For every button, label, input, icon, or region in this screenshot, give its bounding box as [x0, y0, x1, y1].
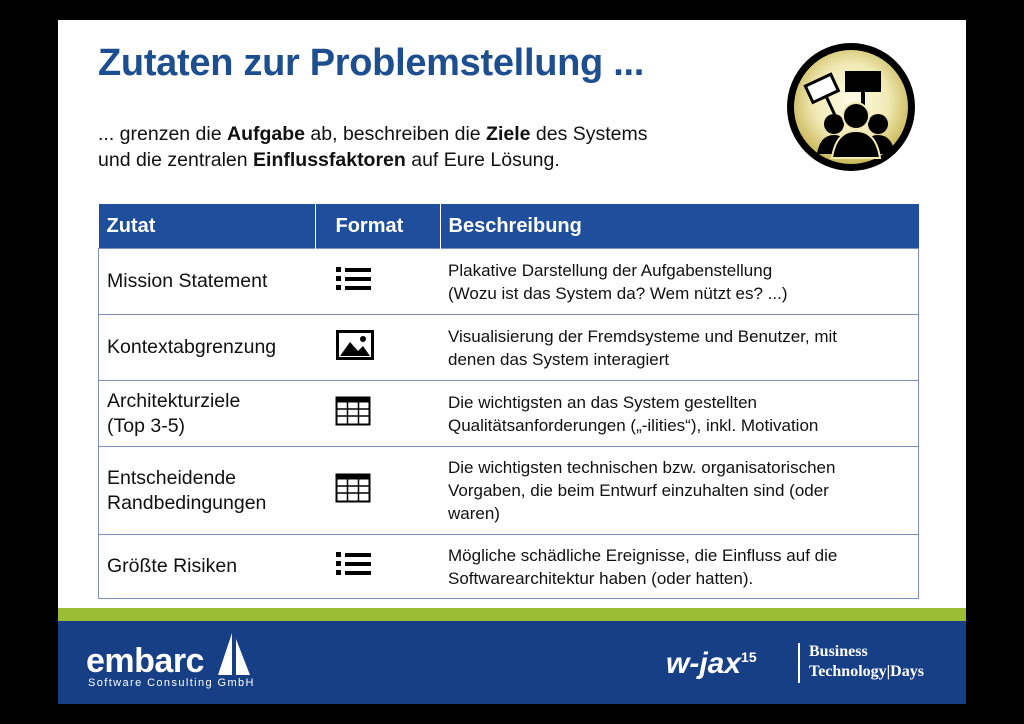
intro-part: des Systems [530, 123, 648, 145]
intro-text [98, 121, 778, 173]
intro-part: ab, beschreiben die [305, 123, 487, 145]
company-logo-text: embarc [86, 642, 204, 680]
format-cell [315, 535, 440, 599]
table-row [99, 535, 919, 599]
format-cell [315, 315, 440, 381]
format-cell [315, 249, 440, 315]
ingredient-label: Architekturziele [107, 389, 241, 412]
ingredients-table [98, 204, 919, 599]
format-cell [315, 447, 440, 535]
ingredient-label: Mission Statement [107, 270, 268, 292]
format-cell [315, 381, 440, 447]
description-line: Plakative Darstellung der Aufgabenstellung [448, 260, 773, 280]
column-header-beschreibung: Beschreibung [440, 204, 919, 249]
description-line: waren) [448, 504, 500, 523]
description-line: Qualitätsanforderungen („-ilities“), inkl. Motivation [448, 415, 819, 435]
table-header-row [99, 204, 919, 249]
company-subtitle: Software Consulting GmbH [88, 677, 255, 689]
divider [798, 643, 800, 683]
table-row [99, 447, 919, 535]
event-tagline-2: Technology|Days [809, 663, 924, 680]
column-header-zutat: Zutat [99, 204, 316, 249]
description-line: Vorgaben, die beim Entwurf einzuhalten sind (oder [448, 481, 829, 500]
intro-part: auf Eure Lösung. [405, 149, 560, 171]
footer [58, 621, 966, 704]
ingredient-label: Entscheidende [107, 466, 237, 489]
event-tagline-1: Business [809, 643, 868, 660]
event-name: w-jax [666, 647, 742, 680]
description-line: Die wichtigsten an das System gestellten [448, 392, 757, 412]
intro-part: und die zentralen [98, 149, 254, 171]
ingredient-label: Kontextabgrenzung [107, 336, 277, 358]
description-cell [440, 249, 919, 315]
intro-emphasis-ziele: Ziele [486, 123, 531, 145]
intro-emphasis-einflussfaktoren: Einflussfaktoren [253, 149, 406, 171]
description-cell [440, 447, 919, 535]
ingredient-cell [99, 447, 316, 535]
column-header-format: Format [315, 204, 440, 249]
list-icon [335, 550, 375, 578]
event-year: 15 [741, 649, 757, 665]
description-line: Visualisierung der Fremdsysteme und Benutzer, mit [448, 326, 837, 346]
table-row [99, 315, 919, 381]
event-logo [666, 647, 757, 681]
description-cell [440, 315, 919, 381]
ingredient-cell [99, 535, 316, 599]
table-icon [335, 473, 371, 503]
ingredient-label: Randbedingungen [107, 491, 267, 514]
description-line: Softwarearchitektur haben (oder hatten). [448, 568, 754, 588]
table-icon [335, 396, 371, 426]
slide [58, 20, 966, 704]
image-icon [335, 329, 375, 361]
page-title: Zutaten zur Problemstellung ... [98, 42, 644, 84]
list-icon [335, 265, 375, 293]
ingredient-cell [99, 249, 316, 315]
protest-crowd-icon [782, 38, 920, 176]
ingredient-cell [99, 381, 316, 447]
description-line: (Wozu ist das System da? Wem nützt es? ...) [448, 283, 788, 303]
sail-logo-icon [208, 631, 258, 677]
intro-part: ... grenzen die [98, 123, 227, 145]
description-line: denen das System interagiert [448, 349, 670, 369]
table-row [99, 249, 919, 315]
description-cell [440, 535, 919, 599]
table-row [99, 381, 919, 447]
accent-line [58, 608, 966, 621]
ingredient-cell [99, 315, 316, 381]
intro-emphasis-aufgabe: Aufgabe [227, 123, 305, 145]
ingredient-label: (Top 3-5) [107, 414, 186, 437]
description-line: Mögliche schädliche Ereignisse, die Einfluss auf die [448, 545, 838, 565]
description-cell [440, 381, 919, 447]
description-line: Die wichtigsten technischen bzw. organisatorischen [448, 458, 836, 477]
ingredient-label: Größte Risiken [107, 555, 238, 577]
